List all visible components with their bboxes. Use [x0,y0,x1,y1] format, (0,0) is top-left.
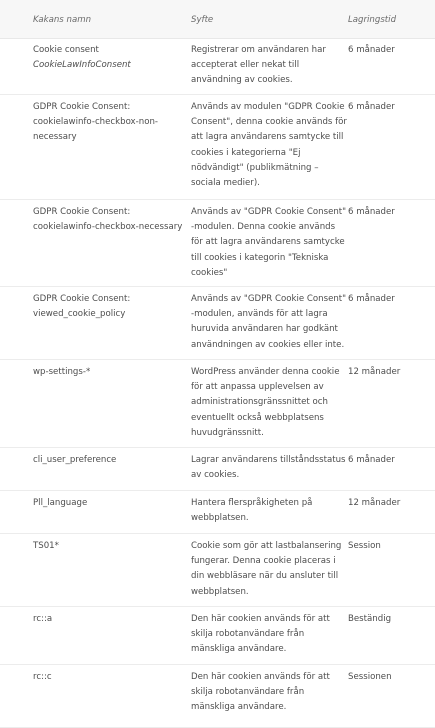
cookie-storage-cell: Sessionen [348,672,392,682]
cookie-name-line: CookieLawInfoConsent [33,60,131,71]
cookie-name-cell [33,43,183,73]
table-header [0,0,435,39]
table-row [0,365,435,448]
cookie-purpose-line: cookies i kategorierna "Ej [191,147,301,158]
cookie-purpose-line: Hantera flerspråkigheten på [191,498,313,508]
cookie-purpose-cell [191,365,339,441]
cookie-storage-cell: 6 månader [348,294,395,304]
cookie-name-line: GDPR Cookie Consent: [33,207,131,217]
cookie-purpose-line: användning av cookies. [191,75,293,86]
cookie-purpose-line: sociala medier). [191,178,260,189]
cookie-purpose-cell [191,612,339,658]
cookie-purpose-line: mänskliga användare. [191,644,287,655]
cookie-purpose-line: av cookies. [191,470,240,481]
cookie-purpose-line: Lagrar användarens tillståndsstatus [191,455,346,465]
cookie-name-line: viewed_cookie_policy [33,309,126,320]
cookie-purpose-line: för att anpassa upplevelsen av [191,382,324,393]
cookie-name-cell [33,612,183,627]
cookie-purpose-line: till cookies i kategorin "Tekniska [191,252,329,263]
column-header-storage: Lagringstid [348,15,397,25]
cookie-name-line: cli_user_preference [33,455,117,465]
cookie-purpose-line: för att lagra användarens samtycke [191,237,345,248]
table-row [0,205,435,287]
cookie-purpose-line: skilja robotanvändare från [191,687,305,698]
cookie-storage-cell: Beständig [348,614,392,624]
cookie-purpose-line: Används av "GDPR Cookie Consent" [191,207,347,217]
cookie-purpose-cell [191,496,339,526]
cookie-purpose-line: fungerar. Denna cookie placeras i [191,556,336,567]
cookie-purpose-cell [191,670,339,716]
cookie-purpose-line: användningen av cookies eller inte. [191,339,345,350]
cookie-purpose-cell [191,205,347,281]
cookie-storage-cell: 6 månader [348,45,395,55]
cookie-purpose-line: Används av "GDPR Cookie Consent" [191,294,347,304]
cookie-purpose-line: Den här cookien används för att [191,672,330,682]
cookie-purpose-line: administrationsgränssnittet och [191,397,328,408]
cookie-storage-cell: 6 månader [348,207,395,217]
cookie-name-line: necessary [33,132,77,143]
table-row [0,292,435,360]
cookie-name-cell [33,453,183,468]
cookie-storage-cell: Session [348,541,381,551]
cookie-purpose-line: mänskliga användare. [191,702,287,713]
cookie-name-line: rc::a [33,614,53,624]
table-row [0,539,435,607]
cookie-name-line: wp-settings-* [33,367,91,377]
cookie-purpose-cell [191,43,339,89]
cookie-purpose-line: din webbläsare när du ansluter till [191,571,339,582]
cookie-name-cell [33,292,183,322]
cookie-purpose-line: cookies" [191,267,228,278]
cookie-purpose-line: Cookie som gör att lastbalansering [191,541,342,551]
cookie-purpose-cell [191,539,342,600]
table-row [0,100,435,200]
cookie-purpose-line: Consent", denna cookie används för [191,117,347,128]
cookie-purpose-line: skilja robotanvändare från [191,629,305,640]
cookie-name-cell [33,539,183,554]
cookie-name-cell [33,100,183,146]
cookie-name-line: GDPR Cookie Consent: [33,294,131,304]
cookie-purpose-line: WordPress använder denna cookie [191,367,340,377]
cookie-purpose-line: Registrerar om användaren har [191,45,326,55]
cookie-purpose-line: Används av modulen "GDPR Cookie [191,102,345,112]
cookie-name-line: cookielawinfo-checkbox-necessary [33,222,183,233]
cookie-name-cell [33,205,183,235]
cookie-purpose-line: -modulen. Denna cookie används [191,222,336,233]
cookie-storage-cell: 12 månader [348,367,401,377]
cookie-name-cell [33,365,183,380]
cookie-name-line: TS01* [33,541,59,551]
cookie-purpose-line: webbplatsen. [191,586,249,597]
cookie-purpose-line: huruvida användaren har godkänt [191,324,338,335]
cookie-storage-cell: 6 månader [348,102,395,112]
cookie-purpose-line: accepterat eller nekat till [191,60,300,71]
cookie-name-cell [33,496,183,511]
table-row [0,43,435,95]
cookie-name-line: Pll_language [33,498,88,508]
column-header-name: Kakans namn [33,15,92,25]
cookie-purpose-line: webbplatsen. [191,513,249,524]
cookie-purpose-line: att lagra användarens samtycke till [191,132,344,143]
table-row [0,612,435,665]
table-row [0,453,435,491]
cookie-name-line: cookielawinfo-checkbox-non- [33,117,158,128]
cookie-name-cell [33,670,183,685]
cookie-purpose-line: -modulen, används för att lagra [191,309,328,320]
table-row [0,496,435,534]
cookie-purpose-line: nödvändigt" (publikmätning – [191,162,319,173]
cookie-name-line: rc::c [33,672,52,682]
cookie-purpose-line: huvudgränssnitt. [191,427,264,438]
cookie-name-line: GDPR Cookie Consent: [33,102,131,112]
column-header-purpose: Syfte [191,15,214,25]
cookie-name-line: Cookie consent [33,45,99,55]
cookie-purpose-line: Den här cookien används för att [191,614,330,624]
cookie-purpose-cell [191,453,346,483]
cookie-purpose-cell [191,100,347,191]
cookie-purpose-line: eventuellt också webbplatsens [191,412,324,423]
cookie-storage-cell: 6 månader [348,455,395,465]
cookie-purpose-cell [191,292,347,353]
table-row [0,670,435,728]
cookie-storage-cell: 12 månader [348,498,401,508]
